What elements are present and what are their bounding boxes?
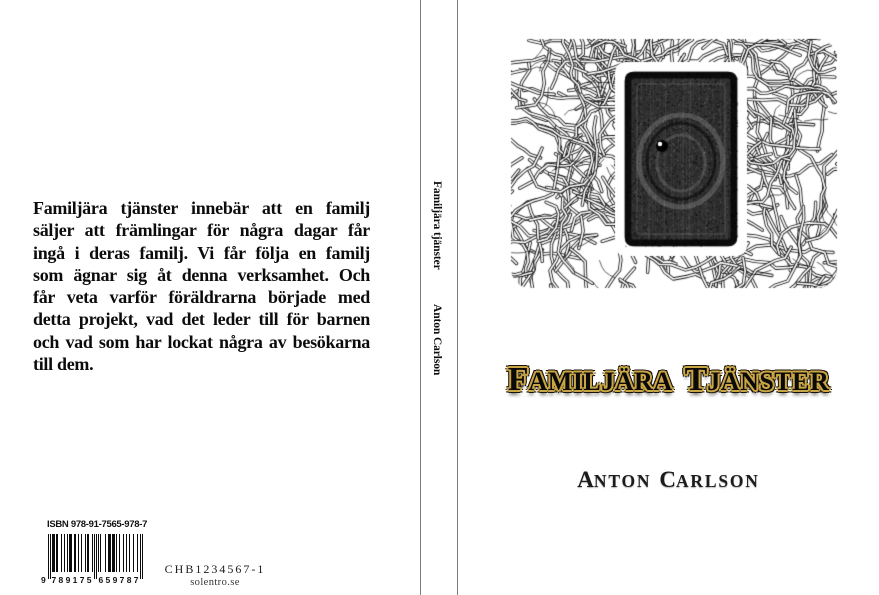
title-word (684, 361, 830, 398)
spine-title: Familjära tjänster (431, 181, 443, 270)
blurb-line: detta projekt, vad det leder till för barnen (33, 309, 370, 330)
barcode-left-digit: 9 (41, 575, 46, 584)
title-word (507, 361, 673, 398)
blurb-line: som ägnar sig åt denna verksamhet. Och (33, 264, 370, 285)
spine-fold-line-right (457, 0, 458, 595)
title-word-rest: JÄNSTER (707, 367, 830, 396)
title-word-rest: AMILJÄRA (528, 367, 673, 396)
back-blurb (33, 197, 370, 375)
spine-fold-line-left (420, 0, 421, 595)
publisher-url: solentro.se (190, 577, 240, 588)
title-initial-cap: T (684, 361, 708, 398)
author-word-rest: NTON (593, 471, 652, 491)
author-word-rest: ARLSON (675, 471, 760, 491)
author-initial-cap: C (659, 467, 676, 492)
blurb-line: säljer att främlingar för några dagar får (33, 220, 370, 241)
front-title (458, 361, 879, 405)
blurb-line: till dem. (33, 354, 94, 375)
blurb-line: ingå i deras familj. Vi får följa en familj (33, 242, 370, 263)
blurb-line: och vad som har lockat några av besökarna (33, 331, 370, 352)
author-word (577, 467, 652, 492)
print-code: CHB1234567-1 (164, 562, 266, 576)
barcode-digit-group: 659787 (98, 575, 139, 584)
front-author (458, 467, 879, 496)
cover-art-door-in-branches (509, 37, 839, 290)
isbn-label: ISBN 978-91-7565-978-7 (47, 519, 148, 530)
blurb-line: Familjära tjänster innebär att en familj (33, 198, 370, 218)
print-info (115, 562, 315, 590)
title-initial-cap: F (507, 361, 529, 398)
spine-author: Anton Carlson (431, 304, 443, 376)
author-initial-cap: A (577, 467, 594, 492)
blurb-line: får veta varför föräldrarna började med (33, 287, 370, 308)
author-word (659, 467, 760, 492)
barcode-digit-group: 789175 (51, 575, 92, 584)
